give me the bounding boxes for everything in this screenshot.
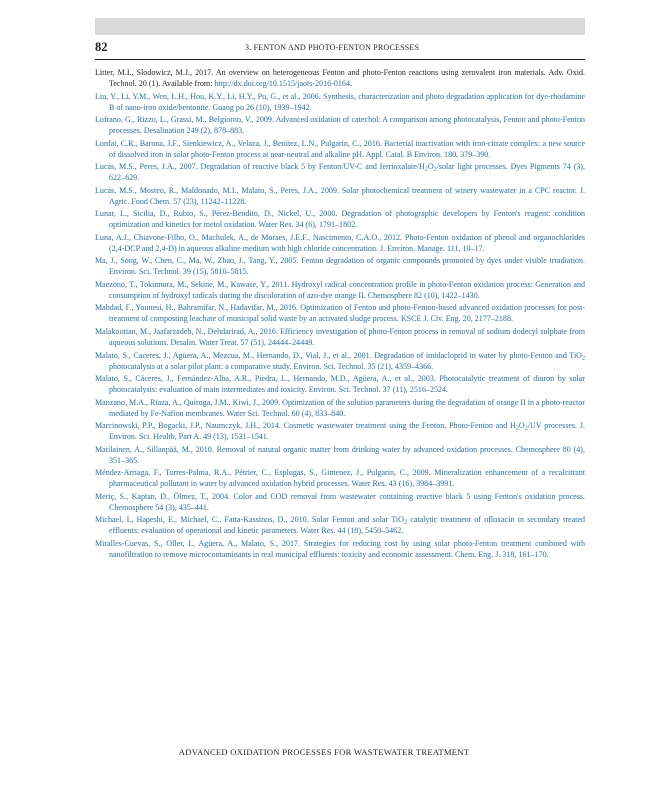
reference-text: Lofrano, G., Rizzo, L., Grassi, M., Belgiorno, V., 2009. Advanced oxidation of catechol: A comparison among photocatalysis, Fenton and photo-Fenton processes. Desalination 249 (2), 878–883. xyxy=(95,115,585,136)
reference-item xyxy=(95,303,585,325)
reference-text: Maezono, T., Tokumura, M., Sekine, M., Kawase, Y., 2011. Hydroxyl radical concentration profile in photo-Fenton oxidation process: Generation and consumption of hydroxyl radicals during the discoloration of azo-dye orange II. Chemosphere 82 (10), 1422–1430. xyxy=(95,279,585,300)
reference-text: Lucas, M.S., Peres, J.A., 2007. Degradation of reactive black 5 by Fenton/UV-C and ferrioxalate/H xyxy=(95,162,425,172)
reference-item xyxy=(95,115,585,137)
reference-item: Marcinowski, P.P., Bogacki, J.P., Naumczyk, J.H., 2014. Cosmetic wastewater treatment using the Fenton, Photo-Fenton and $H_2O_2/UV$ processes. J. Environ. Sci. Health, Part A. 49 (13), 1531–1541. xyxy=(95,421,585,442)
reference-item xyxy=(95,256,585,278)
reference-text: Lonfat, C.R., Barona, J.F., Sienkiewicz, A., Velaza, J., Benitez, L.N., Pulgarin, C., 2016. Bacterial inactivation with iron-citrate complex: a new source of dissolved iron in solar photo-Fenton process at near-neutral and alkaline pH. Appl. Catal. B Environ. 180, 379–390. xyxy=(95,138,585,159)
reference-list xyxy=(95,68,585,562)
reference-item xyxy=(95,468,585,490)
reference-item xyxy=(95,398,585,420)
reference-item xyxy=(95,209,585,231)
reference-text: Malato, S., Cáceres, J., Fernández-Alba, A.R., Piedra, L., Hernando, M.D., Agüera, A., et al., 2003. Photocatalytic treatment of diuron by solar photocatalysis: evaluation of main intermediates and toxicity. Environ. Sci. Technol. 37 (11), 2516–2524. xyxy=(95,374,585,395)
reference-item xyxy=(95,492,585,514)
reference-item: Malato, S., Caceres, J., Agüera, A., Mezcua, M., Hernando, D., Vial, J., et al., 2001. Degradation of imidacloprid in water by photo-Fenton and TiO$_2$ photocatalysis at a solar pilot plant: a comparative study. Environ. Sci. Technol. 35 (21), 4359–4366. xyxy=(95,350,585,371)
running-head: 3. FENTON AND PHOTO-FENTON PROCESSES xyxy=(245,43,420,52)
reference-item: Litter, M.I., Slodowicz, M.J., 2017. An overview on heterogeneous Fenton and photo-Fenton reactions using zerovalent iron materials. Adv. Oxid. Technol. 20 (1). Available from: http://dx.doi.org/10.1515/jaots-2016-0164. xyxy=(95,68,585,88)
reference-text: Manzano, M.A., Riaza, A., Quiroga, J.M., Kiwi, J., 2009. Optimization of the solution parameters during the degradation of orange II in a photo-reactor mediated by Fe-Nafion membranes. Water Sci. Technol. 60 (4), 833–840. xyxy=(95,397,585,418)
reference-item xyxy=(95,327,585,349)
reference-text: Méndez-Arriaga, F., Torres-Palma, R.A., Pétrier, C., Esplugas, S., Gimenez, J., Pulgarin, C., 2009. Mineralization enhancement of a recalcitrant pharmaceutical pollutant in water by advanced oxidation hybrid processes. Water Res. 43 (16), 3984–3991. xyxy=(95,468,585,489)
reference-text: Malakootian, M., Jaafarzadeh, N., Dehdarirad, A., 2016. Efficiency investigation of photo-Fenton process in removal of sodium dodecyl sulphate from aqueous solutions. Desalin. Water Treat. 57 (51), 24444–24449. xyxy=(95,327,585,347)
reference-item xyxy=(95,233,585,255)
reference-item xyxy=(95,445,585,467)
reference-item: Michael, I., Hapeshi, E., Michael, C., Fatta-Kassinos, D., 2010. Solar Fenton and solar TiO$_2$ catalytic treatment of ofloxacin in secondary treated effluents: evaluation of operational and kinetic parameters. Water Res. 44 (18), 5450–5462. xyxy=(95,515,586,536)
reference-item xyxy=(95,92,585,114)
reference-text: Ma, J., Song, W., Chen, C., Ma, W., Zhao, J., Tang, Y., 2005. Fenton degradation of organic compounds promoted by dyes under visible irradiation. Environ. Sci. Technol. 39 (15), 5810–5815. xyxy=(95,256,585,277)
reference-item: Lucas, M.S., Peres, J.A., 2007. Degradation of reactive black 5 by Fenton/UV-C and ferrioxalate/$H_2O_2$/solar light processes. Dyes Pigments 74 (3), 622–629. xyxy=(95,162,585,183)
page-number: 82 xyxy=(95,40,108,54)
doi-link[interactable]: http://dx.doi.org/10.1515/jaots-2016-0164 xyxy=(214,78,350,88)
reference-text: Lucas, M.S., Mosteo, R., Maldonado, M.I., Malato, S., Peres, J.A., 2009. Solar photochemical treatment of winery wastewater in a CPC reactor. J. Agric. Food Chem. 57 (23), 11242–11228. xyxy=(95,185,585,206)
reference-text: Miralles-Cuevas, S., Oller, I., Agüera, A., Malato, S., 2017. Strategies for reducing cost by using solar photo-Fenton treatment combined with nanofiltration to remove microcontaminants in real municipal effluents: toxicity and economic assessment. Chem. Eng. J. 318, 161–170. xyxy=(95,538,585,559)
book-title-footer: ADVANCED OXIDATION PROCESSES FOR WASTEWATER TREATMENT xyxy=(178,747,470,757)
reference-text: Malato, S., Caceres, J., Agüera, A., Mezcua, M., Hernando, D., Vial, J., et al., 2001. Degradation of imidacloprid in water by photo-Fenton and TiO xyxy=(95,350,582,360)
reference-text: Michael, I., Hapeshi, E., Michael, C., Fatta-Kassinos, D., 2010. Solar Fenton and solar TiO xyxy=(95,515,404,525)
reference-item xyxy=(95,280,585,302)
reference-text: Mahdad, F., Younesi, H., Bahramifar, N., Hadavifar, M., 2016. Optimization of Fenton and photo-Fenton-based advanced oxidation processes for post-treatment of composting leachate of municipal solid waste by an activated sludge process. KSCE J. Civ. Eng. 20, 2177–2188. xyxy=(95,303,585,324)
reference-text: Litter, M.I., Slodowicz, M.J., 2017. An overview on heterogeneous Fenton and photo-Fenton reactions using zerovalent iron materials. Adv. Oxid. Technol. 20 (1). Available from: xyxy=(95,68,585,88)
reference-item xyxy=(95,539,585,561)
header-rule xyxy=(95,59,585,60)
header-band xyxy=(95,18,585,35)
reference-text: Lunar, L., Sicilia, D., Rubio, S., Pérez-Bendito, D., Nickel, U., 2000. Degradation of photographic developers by Fenton's reagent: condition optimization and kinetics for metol oxidation. Water Res. 34 (6), 1791–1802. xyxy=(95,209,585,230)
reference-text: Meriç, S., Kaptan, D., Ölmez, T., 2004. Color and COD removal from wastewater containing reactive black 5 using Fenton's oxidation process. Chemosphere 54 (3), 435–441. xyxy=(95,491,585,512)
reference-text: Matilainen, A., Sillanpää, M., 2010. Removal of natural organic matter from drinking water by advanced oxidation processes. Chemosphere 80 (4), 351–365. xyxy=(95,444,585,465)
reference-item xyxy=(95,374,585,396)
reference-text: Liu, Y., Li, Y.M., Wen, L.H., Hou, K.Y., Li, H.Y., Pu, G., et al., 2006. Synthesis, characterization and photo degradation application for dye-rhodamine B of nano-iron oxide/bentonite. Guang pu 26 (10), 1939–1942. xyxy=(95,91,585,112)
reference-item xyxy=(95,139,585,161)
reference-item xyxy=(95,186,585,208)
reference-text: Luna, A.J., Chiavone-Filho, O., Machulek, A., de Moraes, J.E.F., Nascimento, C.A.O., 2012. Photo-Fenton oxidation of phenol and organochlorides (2,4-DCP and 2,4-D) in aqueous alkaline medium with high chloride concentration. J. Environ. Manage. 111, 10–17. xyxy=(95,232,585,253)
reference-text: Marcinowski, P.P., Bogacki, J.P., Naumczyk, J.H., 2014. Cosmetic wastewater treatment using the Fenton, Photo-Fenton and H xyxy=(95,421,516,431)
